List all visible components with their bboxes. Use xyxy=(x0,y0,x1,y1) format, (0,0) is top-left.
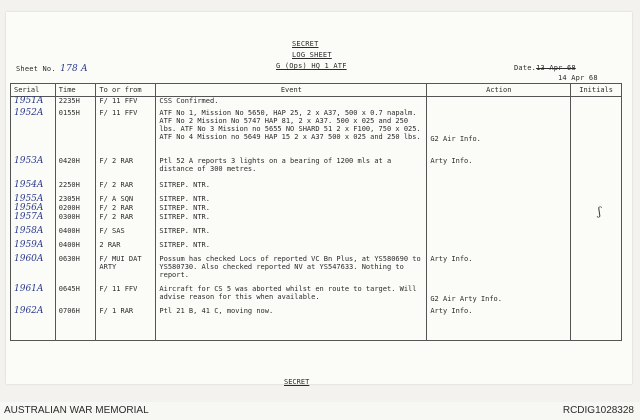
from-cell: F/ 2 RAR xyxy=(96,157,156,181)
time-cell: 0200H xyxy=(55,204,96,213)
initials-cell xyxy=(571,181,622,195)
action-cell xyxy=(427,97,571,109)
serial-cell: 1952A xyxy=(11,109,56,157)
initials-cell xyxy=(571,241,622,255)
initials-cell xyxy=(571,213,622,227)
col-event: Event xyxy=(156,84,427,97)
initials-cell xyxy=(571,157,622,181)
date-field xyxy=(514,64,576,72)
event-cell: SITREP. NTR. xyxy=(156,204,427,213)
classification-top: SECRET xyxy=(292,40,319,48)
action-cell xyxy=(427,204,571,213)
col-action: Action xyxy=(427,84,571,97)
action-cell xyxy=(427,241,571,255)
table-row xyxy=(11,204,622,213)
serial-cell: 1953A xyxy=(11,157,56,181)
event-cell: Possum has checked Locs of reported VC Bn Plus, at YS580690 to YS580730. Also checked reported NV at YS547633. Nothing to report. xyxy=(156,255,427,285)
time-cell: 0300H xyxy=(55,213,96,227)
table-row xyxy=(11,195,622,204)
action-cell xyxy=(427,213,571,227)
action-cell: G2 Air Info. xyxy=(427,109,571,157)
event-cell: Ptl 52 A reports 3 lights on a bearing of 1200 mls at a distance of 300 metres. xyxy=(156,157,427,181)
event-cell: ATF No 1, Mission No 5650, HAP 25, 2 x A37, 500 x 0.7 napalm. ATF No 2 Mission No 5747 HAP 81, 2 x A37. 500 x 025 and 250 lbs. ATF No 3 Mission no 5655 NO SHARD 51 2 x F100, 750 x 025. ATF No 4 Mission no 5649 HAP 15 2 x A37 500 x 025 and 250 lbs. xyxy=(156,109,427,157)
sheet-number-value: 178 A xyxy=(60,64,88,74)
action-cell: Arty Info. xyxy=(427,307,571,341)
initials-cell xyxy=(571,227,622,241)
action-cell: Arty Info. xyxy=(427,255,571,285)
footer-record-id: RCDIG1028328 xyxy=(562,405,634,416)
initials-cell xyxy=(571,97,622,109)
serial-cell: 1954A xyxy=(11,181,56,195)
event-cell: Aircraft for CS 5 was aborted whilst en route to target. Will advise reason for this when available. xyxy=(156,285,427,307)
serial-cell: 1960A xyxy=(11,255,56,285)
table-row xyxy=(11,241,622,255)
sheet-label: Sheet No. xyxy=(16,65,56,73)
time-cell: 0400H xyxy=(55,241,96,255)
date-label: Date. xyxy=(514,64,537,72)
from-cell: F/ 2 RAR xyxy=(96,181,156,195)
serial-cell: 1956A xyxy=(11,204,56,213)
event-cell: Ptl 21 B, 41 C, moving now. xyxy=(156,307,427,341)
serial-cell: 1962A xyxy=(11,307,56,341)
from-cell: 2 RAR xyxy=(96,241,156,255)
action-cell: G2 Air Arty Info. xyxy=(427,285,571,307)
event-cell: SITREP. NTR. xyxy=(156,241,427,255)
action-cell xyxy=(427,195,571,204)
action-cell xyxy=(427,181,571,195)
col-serial: Serial xyxy=(11,84,56,97)
initials-cell xyxy=(571,109,622,157)
from-cell: F/ 1 RAR xyxy=(96,307,156,341)
from-cell: F/ 11 FFV xyxy=(96,285,156,307)
event-cell: CSS Confirmed. xyxy=(156,97,427,109)
serial-cell: 1955A xyxy=(11,195,56,204)
action-cell xyxy=(427,227,571,241)
table-row xyxy=(11,255,622,285)
col-from: To or from xyxy=(96,84,156,97)
serial-cell: 1959A xyxy=(11,241,56,255)
serial-cell: 1951A xyxy=(11,97,56,109)
archive-footer xyxy=(0,402,640,420)
time-cell: 0706H xyxy=(55,307,96,341)
serial-cell: 1961A xyxy=(11,285,56,307)
table-row xyxy=(11,307,622,341)
initials-cell xyxy=(571,255,622,285)
initials-cell xyxy=(571,307,622,341)
unit-title: G (Ops) HQ 1 ATF xyxy=(276,62,347,70)
footer-archive: AUSTRALIAN WAR MEMORIAL xyxy=(4,405,149,416)
from-cell: F/ A SQN xyxy=(96,195,156,204)
event-cell: SITREP. NTR. xyxy=(156,227,427,241)
col-time: Time xyxy=(55,84,96,97)
serial-cell: 1958A xyxy=(11,227,56,241)
initials-cell xyxy=(571,285,622,307)
from-cell: F/ 11 FFV xyxy=(96,97,156,109)
table-header-row xyxy=(11,84,622,97)
from-cell: F/ MUI DAT ARTY xyxy=(96,255,156,285)
time-cell: 0155H xyxy=(55,109,96,157)
event-cell: SITREP. NTR. xyxy=(156,213,427,227)
table-row xyxy=(11,213,622,227)
from-cell: F/ 2 RAR xyxy=(96,204,156,213)
from-cell: F/ 11 FFV xyxy=(96,109,156,157)
action-cell: Arty Info. xyxy=(427,157,571,181)
from-cell: F/ SAS xyxy=(96,227,156,241)
time-cell: 0400H xyxy=(55,227,96,241)
initials-mark: ʃ xyxy=(598,205,601,218)
time-cell: 2235H xyxy=(55,97,96,109)
time-cell: 2305H xyxy=(55,195,96,204)
document-title: LOG SHEET xyxy=(292,51,332,59)
table-row xyxy=(11,227,622,241)
time-cell: 2250H xyxy=(55,181,96,195)
table-row xyxy=(11,109,622,157)
sheet-number xyxy=(16,64,88,74)
table-row xyxy=(11,97,622,109)
date-corrected: 14 Apr 68 xyxy=(558,74,598,82)
table-row xyxy=(11,285,622,307)
table-row xyxy=(11,157,622,181)
event-cell: SITREP. NTR. xyxy=(156,195,427,204)
time-cell: 0645H xyxy=(55,285,96,307)
log-table-wrapper xyxy=(10,83,622,373)
table-row xyxy=(11,181,622,195)
time-cell: 0630H xyxy=(55,255,96,285)
event-cell: SITREP. NTR. xyxy=(156,181,427,195)
time-cell: 0420H xyxy=(55,157,96,181)
log-table xyxy=(10,83,622,341)
serial-cell: 1957A xyxy=(11,213,56,227)
from-cell: F/ 2 RAR xyxy=(96,213,156,227)
initials-cell xyxy=(571,195,622,204)
classification-bottom: SECRET xyxy=(284,378,310,386)
date-struck: 13 Apr 68 xyxy=(536,64,576,72)
col-initials: Initials xyxy=(571,84,622,97)
initials-cell xyxy=(571,204,622,213)
